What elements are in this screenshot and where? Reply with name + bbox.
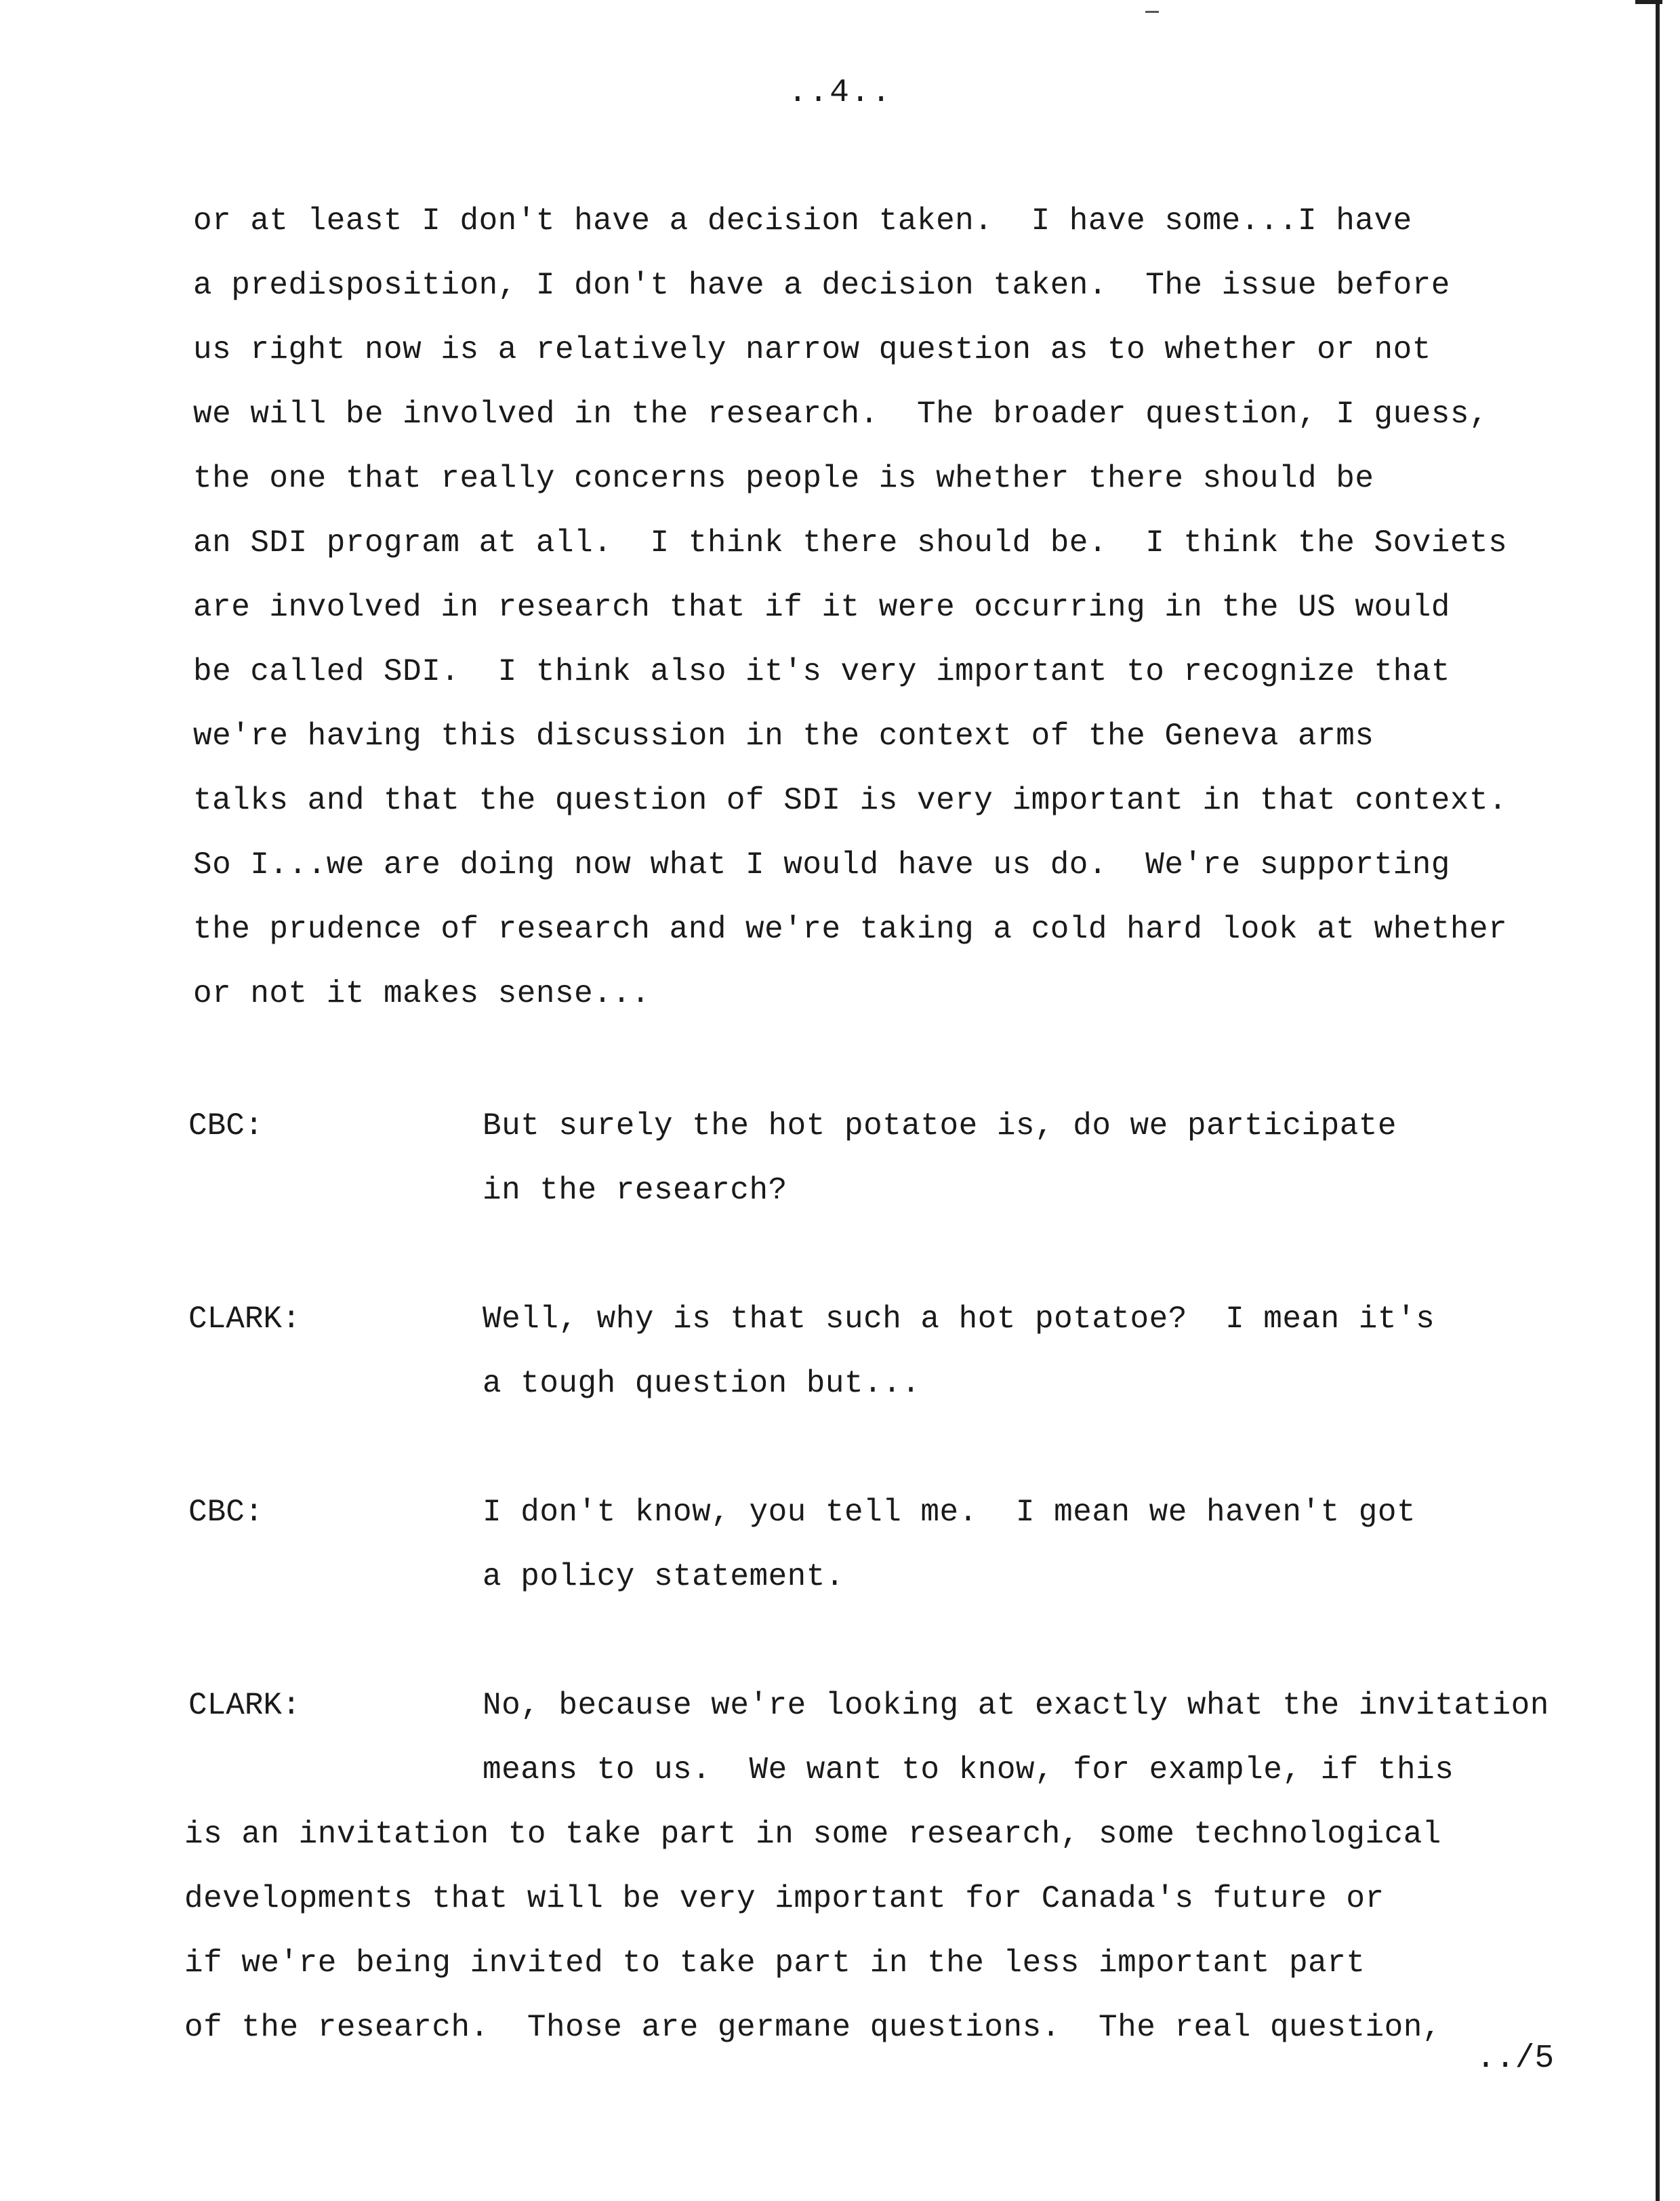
paragraph-line: us right now is a relatively narrow question as to whether or not (193, 332, 1431, 367)
page-number: ..4.. (787, 75, 893, 111)
paragraph-line: we're having this discussion in the context of the Geneva arms (193, 719, 1374, 754)
paragraph-line: developments that will be very important for Canada's future or (184, 1881, 1385, 1916)
page-edge-corner (1635, 0, 1662, 4)
paragraph-line: is an invitation to take part in some research, some technological (184, 1817, 1441, 1852)
paragraph-line: an SDI program at all. I think there should be. I think the Soviets (193, 525, 1508, 561)
paragraph-line: of the research. Those are germane questions. The real question, (184, 2010, 1441, 2045)
paragraph-line: talks and that the question of SDI is very important in that context. (193, 783, 1508, 818)
dialogue-line: a tough question but... (483, 1366, 921, 1401)
dialogue-line: means to us. We want to know, for example, if this (483, 1752, 1454, 1788)
paragraph-line: we will be involved in the research. The broader question, I guess, (193, 397, 1489, 432)
dialogue-line: But surely the hot potatoe is, do we participate (483, 1108, 1397, 1144)
dialogue-line: in the research? (483, 1173, 787, 1208)
paragraph-line: be called SDI. I think also it's very important to recognize that (193, 654, 1450, 689)
paragraph-line: or not it makes sense... (193, 976, 651, 1011)
speaker-label: CLARK: (188, 1688, 301, 1723)
paragraph-line: the one that really concerns people is whether there should be (193, 461, 1374, 496)
paragraph-line: or at least I don't have a decision taken. I have some...I have (193, 203, 1412, 239)
paragraph-line: a predisposition, I don't have a decision taken. The issue before (193, 268, 1450, 303)
dialogue-line: I don't know, you tell me. I mean we haven't got (483, 1495, 1416, 1530)
dialogue-line: a policy statement. (483, 1559, 844, 1594)
paragraph-line: are involved in research that if it were occurring in the US would (193, 590, 1450, 625)
paragraph-line: the prudence of research and we're taking a cold hard look at whether (193, 912, 1508, 947)
speaker-label: CBC: (188, 1495, 264, 1530)
paragraph-line: So I...we are doing now what I would have us do. We're supporting (193, 847, 1450, 883)
dialogue-line: Well, why is that such a hot potatoe? I mean it's (483, 1301, 1435, 1337)
page-edge-border (1656, 0, 1660, 2201)
paragraph-line: if we're being invited to take part in the less important part (184, 1945, 1366, 1981)
dialogue-line: No, because we're looking at exactly what the invitation (483, 1688, 1549, 1723)
scan-mark (1145, 11, 1159, 13)
next-page-marker: ../5 (1476, 2040, 1555, 2077)
speaker-label: CLARK: (188, 1301, 301, 1337)
speaker-label: CBC: (188, 1108, 264, 1144)
